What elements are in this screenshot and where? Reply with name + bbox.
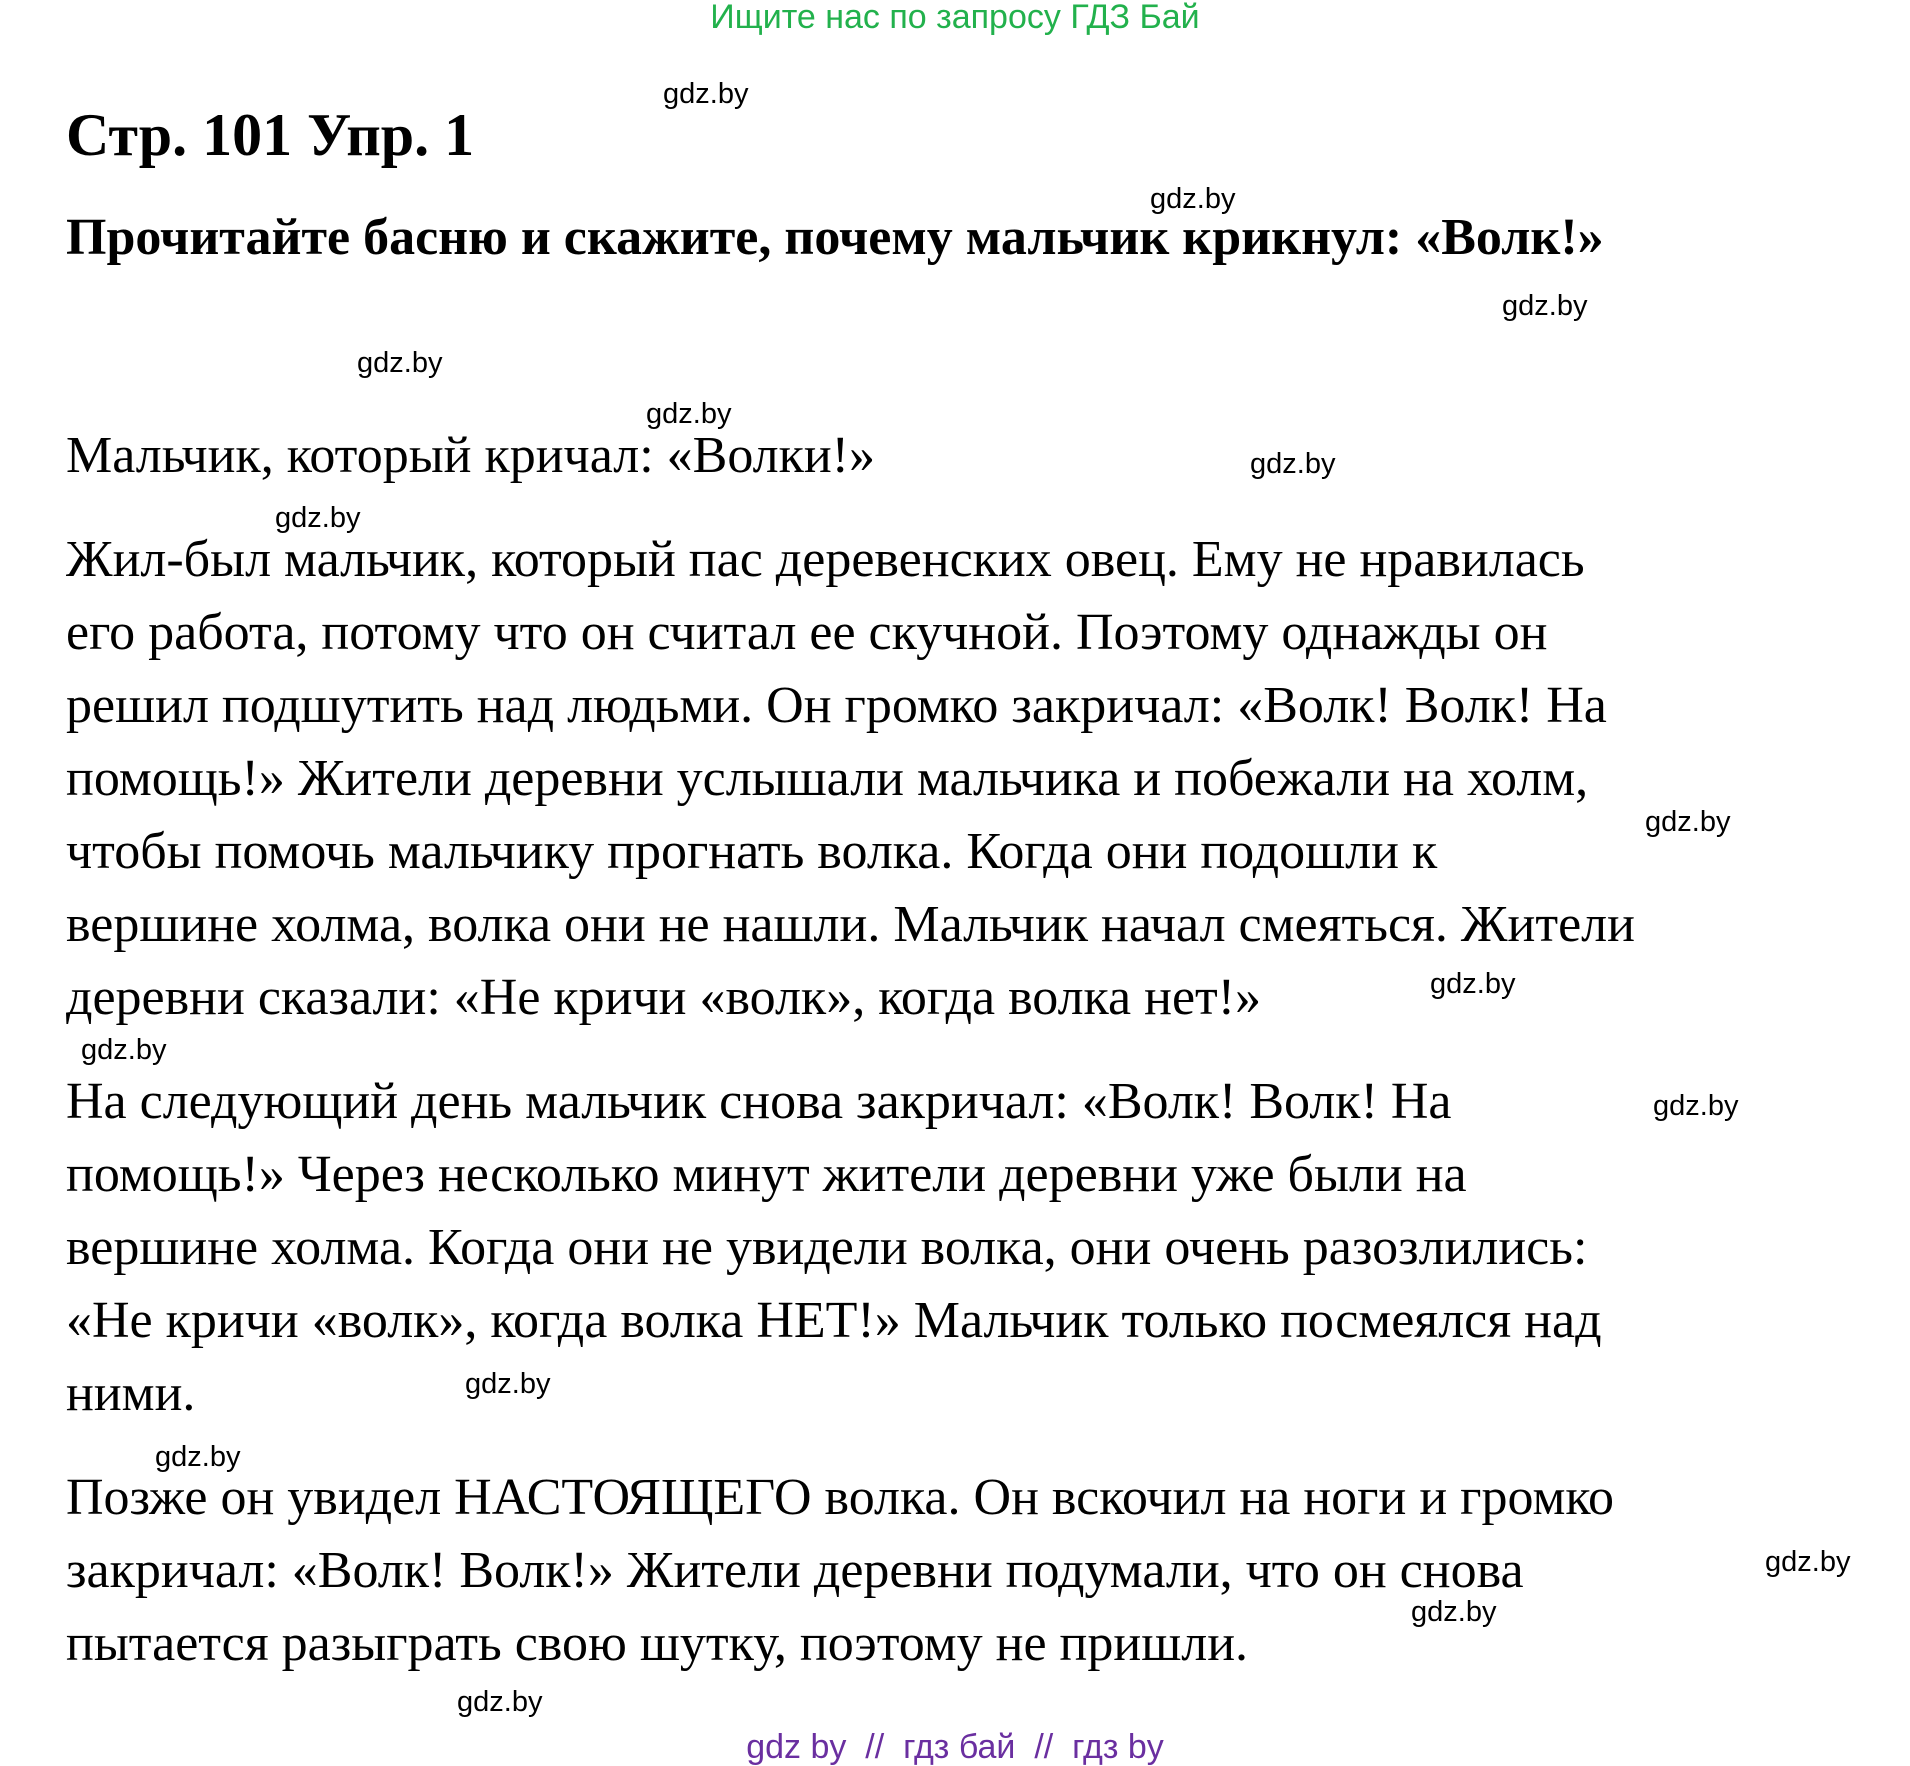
paragraph2-line: На следующий день мальчик снова закричал: «Волк! Волк! На (66, 1073, 1452, 1130)
watermark: gdz.by (1765, 1546, 1851, 1578)
paragraph1-line: чтобы помочь мальчику прогнать волка. Когда они подошли к (66, 823, 1438, 880)
task-instruction: Прочитайте басню и скажите, почему мальчик крикнул: «Волк!» (66, 209, 1604, 266)
watermark: gdz.by (155, 1441, 241, 1473)
paragraph1-line: вершине холма, волка они не нашли. Мальчик начал смеяться. Жители (66, 896, 1635, 953)
paragraph2-line: ними. (66, 1365, 196, 1422)
watermark: gdz.by (275, 502, 361, 534)
watermark: gdz.by (457, 1686, 543, 1718)
watermark: gdz.by (646, 398, 732, 430)
paragraph1-line: решил подшутить над людьми. Он громко закричал: «Волк! Волк! На (66, 677, 1607, 734)
footer-links: gdz by // гдз бай // гдз by (746, 1728, 1164, 1766)
watermark: gdz.by (1645, 806, 1731, 838)
story-title: Мальчик, который кричал: «Волки!» (66, 427, 875, 484)
watermark: gdz.by (1250, 448, 1336, 480)
watermark: gdz.by (1502, 290, 1588, 322)
watermark: gdz.by (663, 78, 749, 110)
watermark: gdz.by (1411, 1596, 1497, 1628)
paragraph3-line: закричал: «Волк! Волк!» Жители деревни подумали, что он снова (66, 1542, 1524, 1599)
top-banner: Ищите нас по запросу ГДЗ Бай (710, 0, 1200, 36)
paragraph2-line: «Не кричи «волк», когда волка НЕТ!» Мальчик только посмеялся над (66, 1292, 1602, 1349)
watermark: gdz.by (465, 1368, 551, 1400)
paragraph1-line: Жил-был мальчик, который пас деревенских овец. Ему не нравилась (66, 531, 1585, 588)
paragraph3-line: Позже он увидел НАСТОЯЩЕГО волка. Он вскочил на ноги и громко (66, 1469, 1615, 1526)
watermark: gdz.by (81, 1034, 167, 1066)
paragraph2-line: вершине холма. Когда они не увидели волка, они очень разозлились: (66, 1219, 1588, 1276)
paragraph1-line: помощь!» Жители деревни услышали мальчика и побежали на холм, (66, 750, 1589, 807)
paragraph3-line: пытается разыграть свою шутку, поэтому не пришли. (66, 1615, 1249, 1672)
watermark: gdz.by (357, 347, 443, 379)
watermark: gdz.by (1430, 968, 1516, 1000)
paragraph1-line: деревни сказали: «Не кричи «волк», когда волка нет!» (66, 969, 1262, 1026)
page-title: Стр. 101 Упр. 1 (66, 102, 475, 168)
watermark: gdz.by (1653, 1090, 1739, 1122)
paragraph2-line: помощь!» Через несколько минут жители деревни уже были на (66, 1146, 1467, 1203)
paragraph1-line: его работа, потому что он считал ее скучной. Поэтому однажды он (66, 604, 1548, 661)
watermark: gdz.by (1150, 183, 1236, 215)
